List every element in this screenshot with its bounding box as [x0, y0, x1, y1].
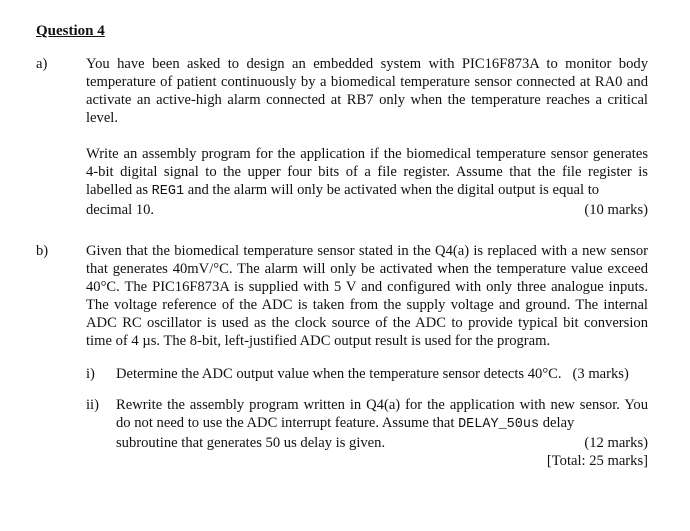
sub-i-text: Determine the ADC output value when the temperature sensor detects 40°C.: [116, 366, 562, 382]
sub-i-label: i): [86, 366, 95, 382]
sub-ii-paragraph: [116, 396, 648, 434]
sub-i-marks: (3 marks): [572, 366, 629, 382]
part-a-body: [86, 55, 648, 219]
sub-ii-label: ii): [86, 397, 99, 413]
part-a-paragraph-2-text-cont: and the alarm will only be activated when the digital output is equal to: [184, 182, 600, 198]
sub-ii-last-line: [116, 434, 648, 452]
part-b-paragraph: Given that the biomedical temperature sensor stated in the Q4(a) is replaced with a new sensor that generates 40mV/°C. The alarm will only be activated when the temperature value exceed 40°C. The PIC16F873A is supplied with 5 V and configured with only three analogue inputs. The voltage reference of the ADC is taken from the supply voltage and ground. The internal ADC RC oscillator is used as the clock source of the ADC to provide typical bit conversion time of 4 µs. The 8-bit, left-justified ADC output result is used for the program.: [86, 243, 648, 349]
part-a-paragraph-2-text: Write an assembly program for the application if the biomedical temperature sensor generates 4-bit digital signal to the upper four bits of a file register. Assume that the file register is labelled as: [86, 146, 648, 198]
total-marks: [Total: 25 marks]: [546, 453, 648, 469]
sub-ii-text: Rewrite the assembly program written in Q4(a) for the application with new sensor. You do not need to use the ADC interrupt feature. Assume that: [116, 397, 648, 431]
part-a-paragraph-2: [86, 145, 648, 201]
part-b-label: b): [36, 243, 49, 259]
sub-ii-marks: (12 marks): [584, 435, 648, 451]
sub-ii-body: [116, 396, 648, 470]
sub-i-body: [116, 365, 648, 383]
register-name-code: REG1: [151, 184, 185, 199]
part-a-paragraph-1: You have been asked to design an embedded system with PIC16F873A to monitor body temperature of patient continuously by a biomedical temperature sensor connected at RA0 and activate an active-high alarm connected at RB7 only when the temperature reaches a critical level.: [86, 56, 648, 126]
part-a-paragraph-2-end: decimal 10.: [86, 202, 155, 218]
sub-ii-text-cont: delay: [539, 415, 575, 431]
part-b-body: [86, 242, 648, 350]
part-a-last-line: [86, 201, 648, 219]
sub-ii-text-end: subroutine that generates 50 us delay is given.: [116, 435, 386, 451]
delay-routine-code: DELAY_50us: [458, 417, 540, 432]
part-a-marks: (10 marks): [584, 202, 648, 218]
part-a-label: a): [36, 56, 48, 72]
question-title: Question 4: [36, 23, 105, 39]
